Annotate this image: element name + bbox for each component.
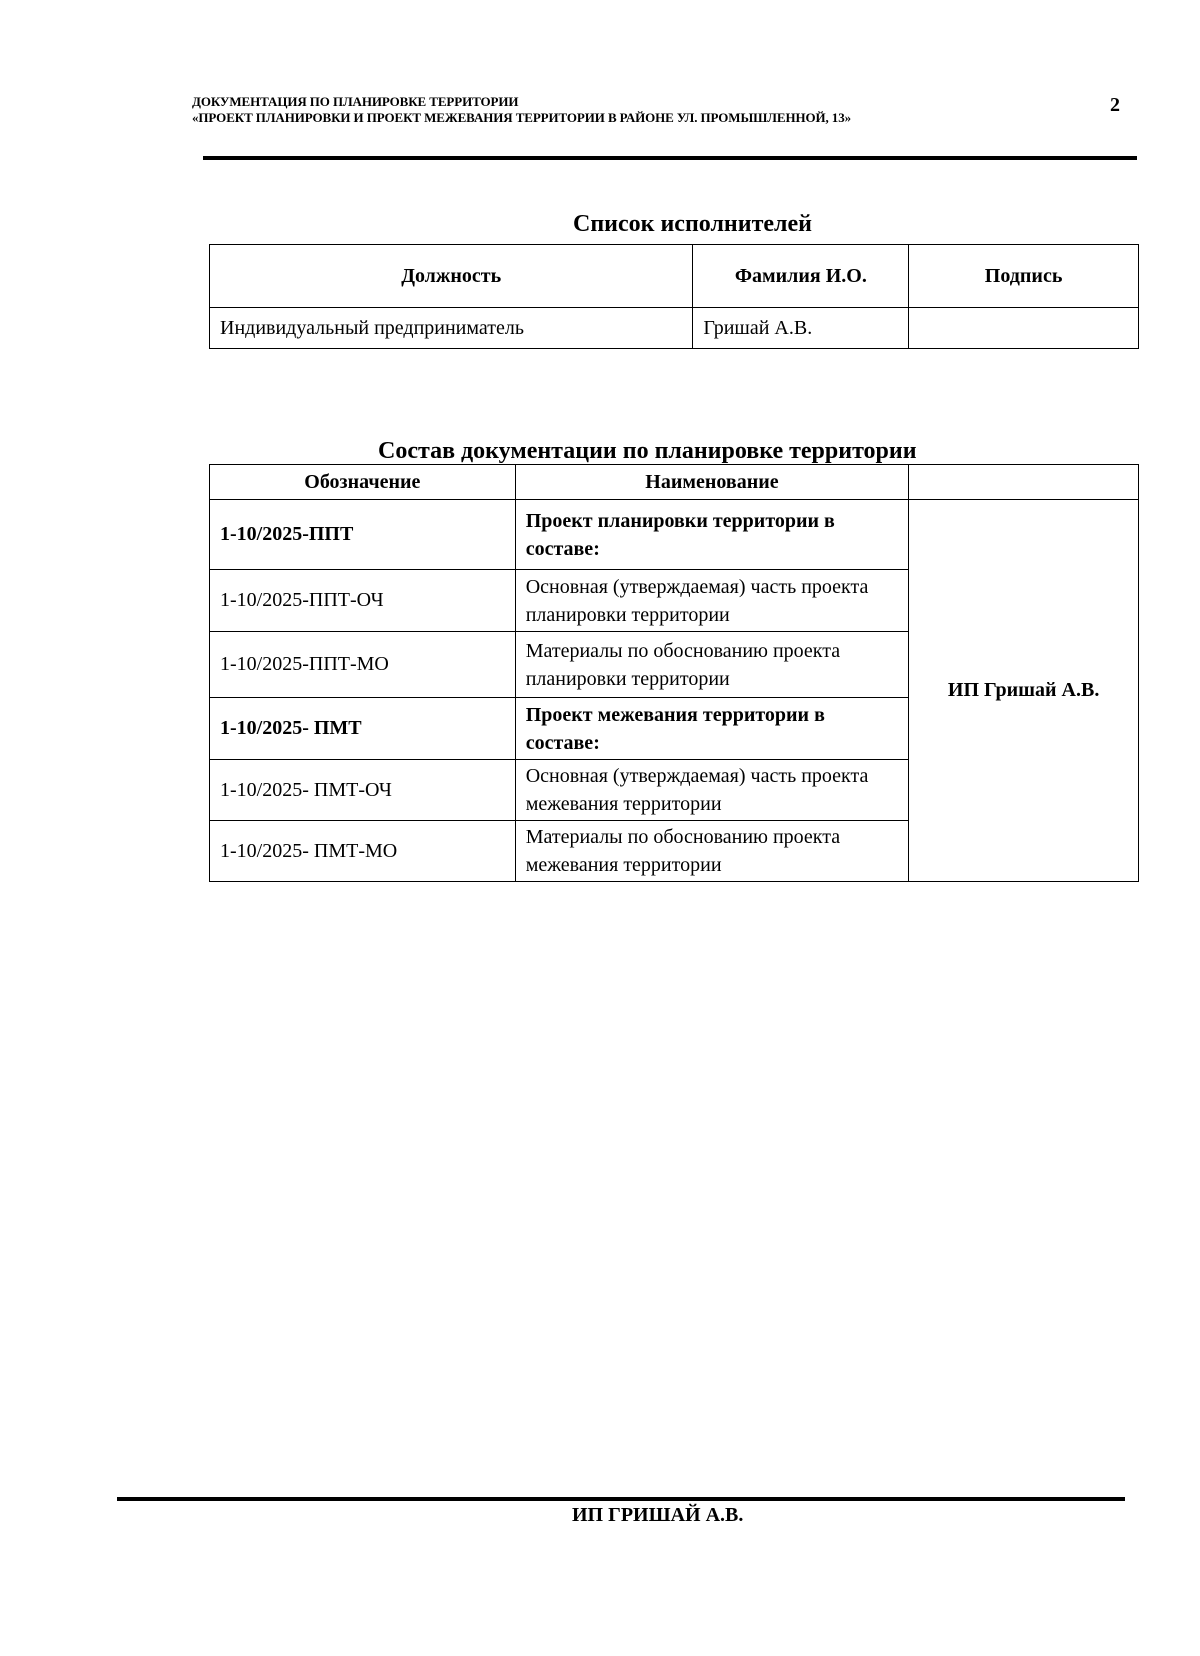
table-row [210, 308, 1139, 349]
column-header-author [909, 465, 1139, 500]
document-title: Проект планировки территории в составе: [515, 500, 909, 570]
header-divider [203, 156, 1137, 160]
document-title: Основная (утверждаемая) часть проекта межевания территории [515, 760, 909, 821]
column-header-name: Фамилия И.О. [693, 245, 909, 308]
header-subtitle: «ПРОЕКТ ПЛАНИРОВКИ И ПРОЕКТ МЕЖЕВАНИЯ ТЕРРИТОРИИ В РАЙОНЕ УЛ. ПРОМЫШЛЕННОЙ, 13» [192, 110, 852, 125]
document-title: Основная (утверждаемая) часть проекта планировки территории [515, 570, 909, 632]
document-title: Проект межевания территории в составе: [515, 698, 909, 760]
composition-title: Состав документации по планировке территории [378, 438, 917, 464]
document-code: 1-10/2025- ПМТ-ОЧ [210, 760, 516, 821]
table-header-row [210, 465, 1139, 500]
document-code: 1-10/2025-ППТ-ОЧ [210, 570, 516, 632]
page-number: 2 [1110, 94, 1120, 116]
executors-title: Список исполнителей [573, 211, 812, 237]
document-title: Материалы по обоснованию проекта планировки территории [515, 632, 909, 698]
composition-table [209, 464, 1139, 882]
document-header [192, 94, 1112, 126]
column-header-code: Обозначение [210, 465, 516, 500]
document-code: 1-10/2025- ПМТ [210, 698, 516, 760]
footer-divider [117, 1497, 1125, 1501]
column-header-title: Наименование [515, 465, 909, 500]
header-title: ДОКУМЕНТАЦИЯ ПО ПЛАНИРОВКЕ ТЕРРИТОРИИ [192, 94, 519, 109]
executors-table [209, 244, 1139, 349]
document-code: 1-10/2025- ПМТ-МО [210, 821, 516, 882]
column-header-position: Должность [210, 245, 693, 308]
document-code: 1-10/2025-ППТ-МО [210, 632, 516, 698]
table-row [210, 500, 1139, 570]
table-header-row [210, 245, 1139, 308]
executor-position: Индивидуальный предприниматель [210, 308, 693, 349]
document-author: ИП Гришай А.В. [909, 500, 1139, 882]
footer-author: ИП ГРИШАЙ А.В. [572, 1504, 744, 1526]
executor-signature [909, 308, 1139, 349]
column-header-signature: Подпись [909, 245, 1139, 308]
document-code: 1-10/2025-ППТ [210, 500, 516, 570]
document-title: Материалы по обоснованию проекта межевания территории [515, 821, 909, 882]
executor-name: Гришай А.В. [693, 308, 909, 349]
